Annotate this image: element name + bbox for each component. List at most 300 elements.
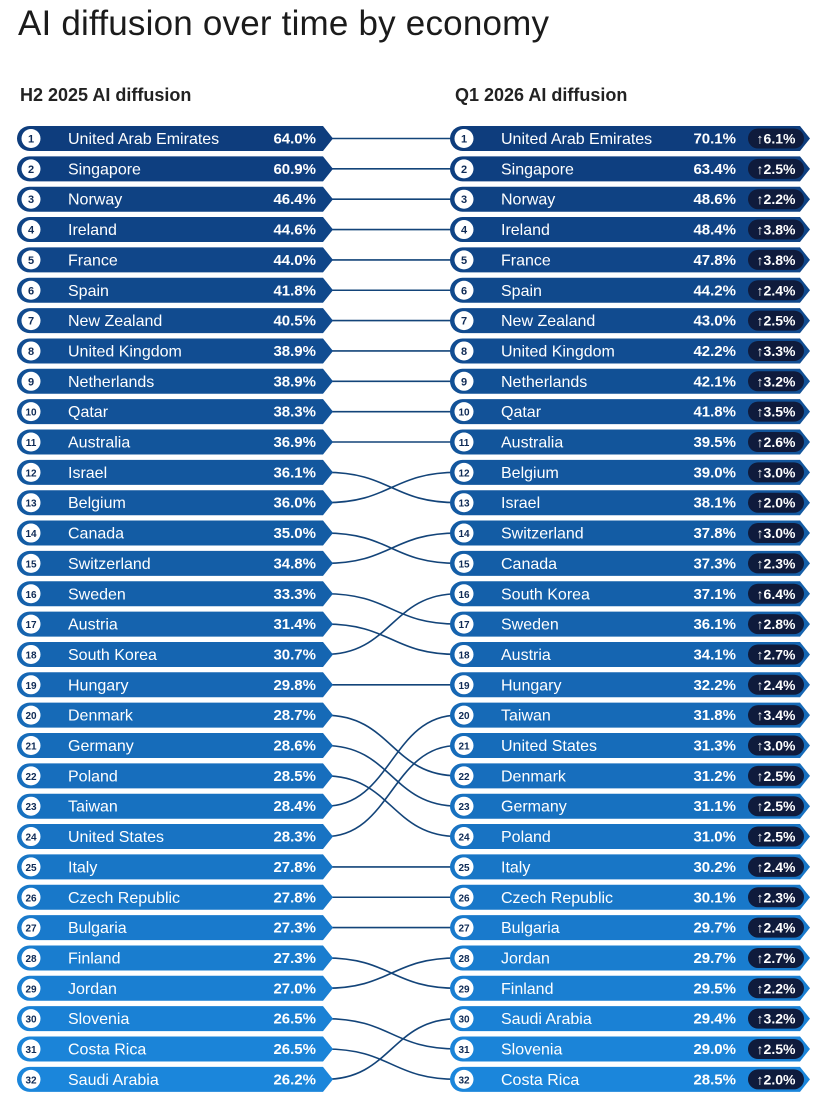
right-value-label: 47.8% xyxy=(693,251,736,269)
right-country-label: Denmark xyxy=(501,768,566,786)
right-country-label: Finland xyxy=(501,980,554,998)
left-row xyxy=(17,247,333,272)
change-label: ↑2.4% xyxy=(756,676,796,693)
right-value-label: 31.8% xyxy=(693,707,736,725)
left-country-label: Australia xyxy=(68,434,131,452)
left-row xyxy=(17,703,333,728)
left-rank-label: 21 xyxy=(25,741,37,753)
left-value-label: 26.5% xyxy=(273,1010,316,1028)
right-value-label: 29.7% xyxy=(693,919,736,937)
left-value-label: 44.6% xyxy=(273,221,316,239)
right-rank-label: 12 xyxy=(458,468,470,480)
left-country-label: Germany xyxy=(68,738,134,755)
right-country-label: New Zealand xyxy=(501,313,596,331)
change-label: ↑3.8% xyxy=(756,221,796,238)
left-row xyxy=(17,1006,333,1031)
right-row xyxy=(450,156,810,181)
right-row xyxy=(450,460,810,485)
left-value-label: 27.8% xyxy=(273,858,316,876)
change-label: ↑2.3% xyxy=(756,889,796,906)
right-country-label: Bulgaria xyxy=(501,920,560,938)
right-value-label: 48.6% xyxy=(693,191,736,209)
left-rank-label: 2 xyxy=(27,163,35,176)
left-country-label: Hungary xyxy=(68,677,129,695)
right-value-label: 31.0% xyxy=(693,828,736,846)
connector-line xyxy=(325,1019,458,1049)
right-value-label: 28.5% xyxy=(693,1071,736,1089)
right-country-label: France xyxy=(501,252,551,270)
left-country-label: Switzerland xyxy=(68,555,151,573)
left-value-label: 44.0% xyxy=(273,251,316,269)
left-value-label: 36.9% xyxy=(273,434,316,451)
left-row xyxy=(17,126,333,151)
right-row xyxy=(450,672,810,697)
left-row xyxy=(17,885,333,910)
left-value-label: 36.1% xyxy=(273,464,316,482)
left-country-label: Canada xyxy=(68,525,125,543)
right-row xyxy=(450,612,810,637)
left-value-label: 41.8% xyxy=(273,282,316,300)
right-rank-label: 19 xyxy=(458,680,470,692)
right-country-label: Jordan xyxy=(501,950,550,968)
left-rank-label: 10 xyxy=(25,407,37,419)
right-rank-label: 22 xyxy=(458,771,470,783)
left-rank-label: 18 xyxy=(25,650,37,662)
right-country-label: United States xyxy=(501,738,598,755)
left-rank-label: 19 xyxy=(25,680,37,692)
left-country-label: Sweden xyxy=(68,586,126,604)
right-value-label: 39.0% xyxy=(693,464,736,482)
left-rank-label: 5 xyxy=(27,254,35,267)
right-value-label: 30.1% xyxy=(693,889,736,907)
change-label: ↑2.4% xyxy=(756,919,796,936)
right-row xyxy=(450,1006,810,1031)
change-label: ↑2.3% xyxy=(756,555,796,572)
left-row xyxy=(17,854,333,879)
left-value-label: 38.3% xyxy=(273,403,316,421)
left-country-label: Saudi Arabia xyxy=(68,1071,159,1089)
right-row xyxy=(450,581,810,606)
left-country-label: Costa Rica xyxy=(68,1041,147,1059)
left-rank-label: 17 xyxy=(25,620,37,632)
left-country-label: New Zealand xyxy=(68,313,163,331)
right-country-label: Canada xyxy=(501,555,558,573)
right-rank-label: 1 xyxy=(460,133,468,146)
left-country-label: Ireland xyxy=(68,222,117,240)
right-row xyxy=(450,915,810,940)
right-country-label: Italy xyxy=(501,859,531,877)
right-rank-label: 10 xyxy=(458,407,470,419)
right-value-label: 70.1% xyxy=(693,130,736,148)
change-label: ↑2.5% xyxy=(756,312,796,329)
right-country-label: Costa Rica xyxy=(501,1071,580,1089)
left-country-label: Bulgaria xyxy=(68,920,127,938)
right-value-label: 42.1% xyxy=(693,373,736,391)
right-country-label: Saudi Arabia xyxy=(501,1011,592,1029)
right-row xyxy=(450,642,810,667)
left-rank-label: 32 xyxy=(25,1075,37,1087)
right-rank-label: 8 xyxy=(460,345,468,358)
right-value-label: 43.0% xyxy=(693,312,736,330)
right-country-label: South Korea xyxy=(501,586,590,604)
right-rank-label: 18 xyxy=(458,650,470,662)
right-value-label: 39.5% xyxy=(693,434,736,451)
left-rank-label: 29 xyxy=(25,984,37,996)
left-value-label: 35.0% xyxy=(273,525,316,543)
right-rank-label: 26 xyxy=(458,893,470,905)
right-value-label: 63.4% xyxy=(693,160,736,178)
change-label: ↑2.5% xyxy=(756,767,796,784)
left-country-label: South Korea xyxy=(68,646,157,664)
left-country-label: Spain xyxy=(68,282,109,300)
right-country-label: United Arab Emirates xyxy=(501,131,653,148)
change-label: ↑2.0% xyxy=(756,1071,796,1088)
change-label: ↑3.4% xyxy=(756,707,796,724)
right-row xyxy=(450,763,810,788)
change-label: ↑6.1% xyxy=(756,130,796,147)
change-label: ↑2.7% xyxy=(756,646,796,663)
connector-line xyxy=(325,594,458,624)
left-row xyxy=(17,551,333,576)
right-rank-label: 2 xyxy=(460,163,468,176)
left-value-label: 27.0% xyxy=(273,980,316,998)
change-label: ↑2.5% xyxy=(756,828,796,845)
left-value-label: 33.3% xyxy=(273,585,316,603)
right-row xyxy=(450,551,810,576)
right-rank-label: 4 xyxy=(460,224,468,237)
left-value-label: 46.4% xyxy=(273,191,316,209)
left-row xyxy=(17,642,333,667)
right-value-label: 41.8% xyxy=(693,403,736,421)
right-row xyxy=(450,824,810,849)
right-rank-label: 21 xyxy=(458,741,470,753)
left-row xyxy=(17,217,333,242)
left-rank-label: 26 xyxy=(25,893,37,905)
left-row xyxy=(17,187,333,212)
left-row xyxy=(17,763,333,788)
right-row xyxy=(450,430,810,455)
connector-line xyxy=(325,746,458,837)
left-country-label: Netherlands xyxy=(68,373,155,391)
right-row xyxy=(450,794,810,819)
left-row xyxy=(17,308,333,333)
right-rank-label: 5 xyxy=(460,254,468,267)
right-country-label: Czech Republic xyxy=(501,889,614,907)
connector-line xyxy=(325,472,458,502)
left-country-label: Finland xyxy=(68,950,121,968)
right-row xyxy=(450,521,810,546)
right-country-label: Israel xyxy=(501,495,541,513)
left-rank-label: 20 xyxy=(25,711,37,723)
change-label: ↑2.6% xyxy=(756,434,796,450)
right-country-label: Switzerland xyxy=(501,525,584,543)
connector-line xyxy=(325,958,458,988)
left-rank-label: 23 xyxy=(25,802,37,814)
right-value-label: 37.8% xyxy=(693,525,736,543)
right-country-label: Hungary xyxy=(501,677,562,695)
left-row xyxy=(17,156,333,181)
right-row xyxy=(450,703,810,728)
left-rank-label: 28 xyxy=(25,953,37,965)
right-rank-label: 23 xyxy=(458,802,470,814)
connector-line xyxy=(325,746,458,807)
left-country-label: Taiwan xyxy=(68,798,118,816)
left-row xyxy=(17,824,333,849)
right-row xyxy=(450,217,810,242)
left-rank-label: 4 xyxy=(27,224,35,237)
right-value-label: 48.4% xyxy=(693,221,736,239)
change-label: ↑2.5% xyxy=(756,798,796,815)
left-value-label: 36.0% xyxy=(273,494,316,512)
left-rank-label: 30 xyxy=(25,1014,37,1026)
connector-line xyxy=(325,594,458,655)
right-country-label: Qatar xyxy=(501,404,542,422)
right-row xyxy=(450,338,810,363)
right-row xyxy=(450,976,810,1001)
left-row xyxy=(17,399,333,424)
left-column-header: H2 2025 AI diffusion xyxy=(20,85,192,105)
left-row xyxy=(17,490,333,515)
left-row xyxy=(17,278,333,303)
left-row xyxy=(17,1067,333,1092)
right-value-label: 29.5% xyxy=(693,980,736,998)
left-country-label: Poland xyxy=(68,768,118,786)
change-label: ↑6.4% xyxy=(756,585,796,602)
left-rank-label: 16 xyxy=(25,589,37,601)
left-value-label: 27.8% xyxy=(273,889,316,907)
left-row xyxy=(17,945,333,970)
left-rank-label: 8 xyxy=(27,345,35,358)
right-column xyxy=(450,126,810,1092)
left-row xyxy=(17,430,333,455)
left-rank-label: 14 xyxy=(25,529,37,541)
left-row xyxy=(17,1037,333,1062)
left-value-label: 28.3% xyxy=(273,828,316,846)
right-column-header: Q1 2026 AI diffusion xyxy=(455,85,628,105)
left-rank-label: 25 xyxy=(25,862,37,874)
right-row xyxy=(450,1037,810,1062)
right-rank-label: 13 xyxy=(458,498,470,510)
right-row xyxy=(450,1067,810,1092)
left-row xyxy=(17,915,333,940)
connector-line xyxy=(325,715,458,806)
right-rank-label: 29 xyxy=(458,984,470,996)
right-row xyxy=(450,247,810,272)
left-column xyxy=(17,126,333,1092)
left-row xyxy=(17,672,333,697)
left-row xyxy=(17,338,333,363)
right-rank-label: 20 xyxy=(458,711,470,723)
left-value-label: 30.7% xyxy=(273,646,316,664)
right-rank-label: 11 xyxy=(458,438,470,449)
right-value-label: 31.2% xyxy=(693,767,736,785)
change-label: ↑2.2% xyxy=(756,191,796,208)
right-row xyxy=(450,187,810,212)
right-value-label: 36.1% xyxy=(693,616,736,634)
right-row xyxy=(450,733,810,758)
connector-line xyxy=(325,1019,458,1080)
right-rank-label: 28 xyxy=(458,953,470,965)
change-label: ↑2.7% xyxy=(756,949,796,966)
left-value-label: 27.3% xyxy=(273,949,316,967)
right-row xyxy=(450,854,810,879)
change-label: ↑3.2% xyxy=(756,1010,796,1027)
right-rank-label: 17 xyxy=(458,620,470,632)
change-label: ↑2.5% xyxy=(756,160,796,177)
change-label: ↑3.2% xyxy=(756,373,796,390)
right-rank-label: 32 xyxy=(458,1075,470,1087)
chart-title: AI diffusion over time by economy xyxy=(18,4,550,43)
connector-line xyxy=(325,533,458,563)
left-country-label: Slovenia xyxy=(68,1011,130,1029)
change-label: ↑3.8% xyxy=(756,251,796,268)
left-rank-label: 15 xyxy=(25,559,37,571)
change-label: ↑2.0% xyxy=(756,494,796,511)
left-rank-label: 9 xyxy=(27,376,35,389)
left-rank-label: 22 xyxy=(25,771,37,783)
left-row xyxy=(17,612,333,637)
left-row xyxy=(17,369,333,394)
left-value-label: 27.3% xyxy=(273,919,316,937)
change-label: ↑3.0% xyxy=(756,525,796,542)
right-country-label: Germany xyxy=(501,798,567,816)
right-country-label: Taiwan xyxy=(501,707,551,725)
left-row xyxy=(17,581,333,606)
connector-line xyxy=(325,624,458,654)
left-rank-label: 1 xyxy=(27,133,35,146)
left-rank-label: 7 xyxy=(27,315,35,328)
left-value-label: 38.9% xyxy=(273,373,316,391)
left-country-label: Singapore xyxy=(68,161,141,179)
right-value-label: 29.0% xyxy=(693,1041,736,1058)
left-row xyxy=(17,460,333,485)
right-value-label: 44.2% xyxy=(693,282,736,300)
right-value-label: 42.2% xyxy=(693,342,736,360)
right-row xyxy=(450,126,810,151)
right-rank-label: 30 xyxy=(458,1014,470,1026)
right-value-label: 38.1% xyxy=(693,494,736,512)
right-row xyxy=(450,308,810,333)
right-value-label: 32.2% xyxy=(693,676,736,694)
change-label: ↑2.4% xyxy=(756,282,796,299)
left-country-label: Czech Republic xyxy=(68,889,181,907)
left-value-label: 40.5% xyxy=(273,312,316,330)
connector-line xyxy=(325,776,458,837)
left-rank-label: 27 xyxy=(25,923,37,935)
connector-layer xyxy=(325,139,458,1080)
right-rank-label: 24 xyxy=(458,832,470,844)
left-country-label: Italy xyxy=(68,859,98,877)
right-country-label: Poland xyxy=(501,829,551,847)
right-row xyxy=(450,399,810,424)
right-value-label: 31.1% xyxy=(693,798,736,816)
right-value-label: 37.3% xyxy=(693,555,736,573)
connector-line xyxy=(325,715,458,776)
left-country-label: Denmark xyxy=(68,707,133,725)
left-value-label: 28.7% xyxy=(273,707,316,725)
right-rank-label: 25 xyxy=(458,862,470,874)
right-row xyxy=(450,885,810,910)
change-label: ↑2.5% xyxy=(756,1041,796,1057)
right-rank-label: 15 xyxy=(458,559,470,571)
left-value-label: 26.2% xyxy=(273,1071,316,1089)
right-rank-label: 27 xyxy=(458,923,470,935)
right-value-label: 30.2% xyxy=(693,858,736,876)
right-value-label: 37.1% xyxy=(693,585,736,603)
right-rank-label: 31 xyxy=(458,1045,470,1056)
right-rank-label: 9 xyxy=(460,376,468,389)
right-value-label: 29.7% xyxy=(693,949,736,967)
right-row xyxy=(450,945,810,970)
right-rank-label: 7 xyxy=(460,315,468,328)
right-value-label: 29.4% xyxy=(693,1010,736,1028)
left-rank-label: 11 xyxy=(25,438,37,449)
left-value-label: 28.6% xyxy=(273,737,316,755)
left-value-label: 26.5% xyxy=(273,1041,316,1058)
left-rank-label: 6 xyxy=(27,285,35,298)
left-value-label: 34.8% xyxy=(273,555,316,573)
right-value-label: 31.3% xyxy=(693,737,736,755)
change-label: ↑3.0% xyxy=(756,464,796,481)
right-country-label: Slovenia xyxy=(501,1041,563,1059)
change-label: ↑3.5% xyxy=(756,403,796,420)
right-row xyxy=(450,278,810,303)
right-country-label: Austria xyxy=(501,646,551,664)
left-rank-label: 31 xyxy=(25,1045,37,1056)
left-value-label: 38.9% xyxy=(273,342,316,360)
right-country-label: Australia xyxy=(501,434,564,452)
left-country-label: Belgium xyxy=(68,495,126,513)
change-label: ↑2.8% xyxy=(756,616,796,633)
left-value-label: 31.4% xyxy=(273,616,316,634)
connector-line xyxy=(325,1049,458,1079)
right-country-label: Norway xyxy=(501,191,556,209)
left-country-label: United Arab Emirates xyxy=(68,131,220,148)
right-country-label: Ireland xyxy=(501,222,550,240)
left-value-label: 29.8% xyxy=(273,676,316,694)
left-value-label: 28.5% xyxy=(273,767,316,785)
right-country-label: Singapore xyxy=(501,161,574,179)
left-value-label: 28.4% xyxy=(273,798,316,816)
left-country-label: United Kingdom xyxy=(68,343,182,361)
right-value-label: 34.1% xyxy=(693,646,736,664)
left-country-label: France xyxy=(68,252,118,270)
left-row xyxy=(17,794,333,819)
right-rank-label: 6 xyxy=(460,285,468,298)
change-label: ↑2.4% xyxy=(756,858,796,875)
right-country-label: Sweden xyxy=(501,616,559,634)
right-country-label: Belgium xyxy=(501,464,559,482)
right-rank-label: 3 xyxy=(460,194,468,207)
right-row xyxy=(450,369,810,394)
right-rank-label: 16 xyxy=(458,589,470,601)
left-value-label: 64.0% xyxy=(273,130,316,148)
left-country-label: United States xyxy=(68,829,165,847)
right-country-label: United Kingdom xyxy=(501,343,615,361)
left-country-label: Qatar xyxy=(68,404,109,422)
right-row xyxy=(450,490,810,515)
left-country-label: Norway xyxy=(68,191,123,209)
left-country-label: Jordan xyxy=(68,980,117,998)
change-label: ↑3.3% xyxy=(756,342,796,359)
left-row xyxy=(17,521,333,546)
left-rank-label: 3 xyxy=(27,194,35,207)
left-row xyxy=(17,976,333,1001)
left-row xyxy=(17,733,333,758)
left-value-label: 60.9% xyxy=(273,160,316,178)
left-rank-label: 24 xyxy=(25,832,37,844)
change-label: ↑2.2% xyxy=(756,980,796,997)
